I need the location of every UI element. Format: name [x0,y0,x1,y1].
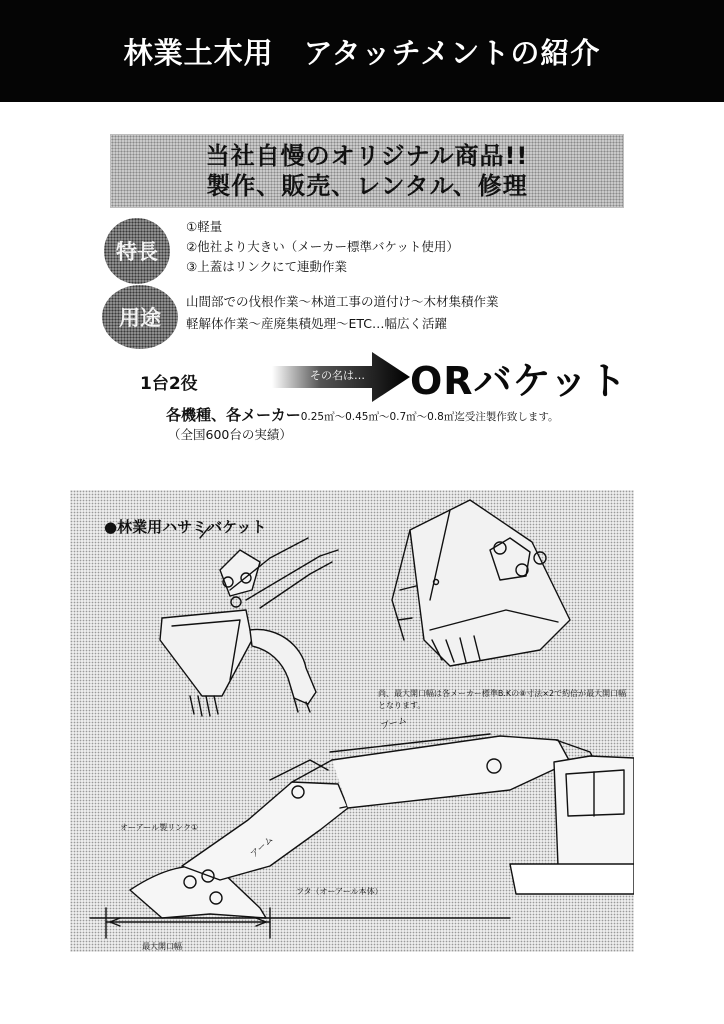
excavator-diagram [70,490,634,952]
label-max-width: 最大開口幅 [142,942,182,951]
bucket-closeup-left [160,526,338,716]
bucket-closeup-right [392,500,570,666]
feature-item: ③上蓋はリンクにて連動作業 [186,259,347,274]
product-name: ORバケット [410,359,628,403]
promo-line-2: 製作、販売、レンタル、修理 [206,172,528,200]
page-header [0,0,724,102]
record-note: （全国600台の実績） [168,427,292,442]
diagram-note: 尚、最大開口幅は各メーカー標準B.Kの⑧寸法×2で約倍が最大開口幅となります。 [378,689,627,710]
feature-item: ①軽量 [186,219,223,234]
uses-list [186,291,499,335]
capacity-main: 各機種、各メーカー [166,406,301,424]
tagline: 1台2役 [140,374,198,394]
feature-item: ②他社より大きい（メーカー標準バケット使用） [186,239,459,254]
diagram-title: ●林業用ハサミバケット [104,518,267,536]
label-arm: アーム [249,834,276,861]
label-lid: フタ（オーアール本体） [296,887,383,896]
use-item: 山間部での伐根作業～林道工事の道付け～木材集積作業 [186,294,499,309]
features-list [186,217,459,277]
use-item: 軽解体作業～産廃集積処理～ETC…幅広く活躍 [186,316,448,331]
promo-line-1: 当社自慢のオリジナル商品!! [205,142,529,170]
uses-badge: 用途 [102,285,178,349]
arrow-label: その名は… [310,369,365,382]
label-link: オーアール製リンク① [120,823,199,832]
page-title: 林業土木用 アタッチメントの紹介 [123,35,601,70]
capacity-line [166,404,559,425]
capacity-detail: 0.25㎥～0.45㎥～0.7㎥～0.8㎥迄受注製作致します。 [300,411,559,423]
label-boom: ブーム [379,715,408,733]
promo-banner [110,134,624,208]
features-badge: 特長 [104,218,170,284]
